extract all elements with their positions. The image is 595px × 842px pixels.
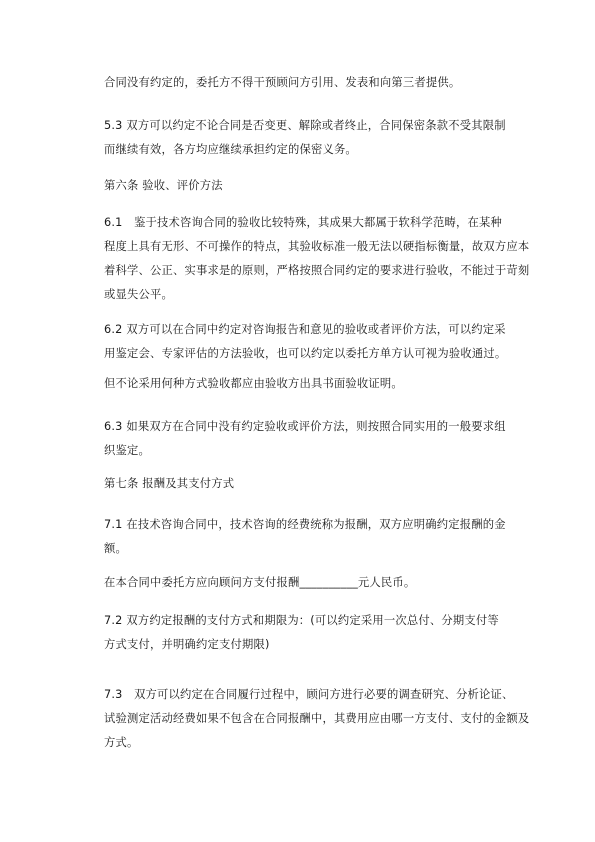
text-line: 5.3 双方可以约定不论合同是否变更、解除或者终止，合同保密条款不受其限制 (104, 119, 506, 132)
text-line: 6.2 双方可以在合同中约定对咨询报告和意见的验收或者评价方法，可以约定采 (104, 323, 506, 336)
paragraph-5-3 (104, 114, 524, 162)
paragraph-7-2 (104, 609, 524, 657)
paragraph-acceptance-proof (104, 372, 524, 396)
text-line: 第六条 验收、评价方法 (104, 179, 223, 192)
text-line: 而继续有效，各方均应继续承担约定的保密义务。 (104, 143, 357, 156)
paragraph-7-3 (104, 683, 530, 755)
text-line: 试验测定活动经费如果不包含在合同报酬中，其费用应由哪一方支付、支付的金额及 (104, 712, 530, 725)
text-line: 织鉴定。 (104, 444, 150, 457)
paragraph-6-2 (104, 318, 524, 366)
text-line: 在本合同中委托方应向顾问方支付报酬__________元人民币。 (104, 576, 416, 589)
text-line: 6.3 如果双方在合同中没有约定验收或评价方法，则按照合同实用的一般要求组 (104, 420, 506, 433)
text-line: 或显失公平。 (104, 288, 173, 301)
text-line: 着科学、公正、实事求是的原则，严格按照合同约定的要求进行验收，不能过于苛刻 (104, 264, 530, 277)
text-line: 6.1 鉴于技术咨询合同的验收比较特殊，其成果大都属于软科学范畴，在某种 (104, 216, 502, 229)
text-line: 额。 (104, 542, 127, 555)
text-line: 但不论采用何种方式验收都应由验收方出具书面验收证明。 (104, 377, 403, 390)
text-line: 方式支付，并明确约定支付期限) (104, 638, 270, 651)
paragraph-6-3 (104, 415, 524, 463)
article-6-heading (104, 174, 524, 198)
paragraph-confidentiality-end (104, 71, 524, 95)
text-line: 用鉴定会、专家评估的方法验收，也可以约定以委托方单方认可视为验收通过。 (104, 347, 507, 360)
text-line: 方式。 (104, 736, 139, 749)
article-7-heading (104, 472, 524, 496)
text-line: 7.1 在技术咨询合同中，技术咨询的经费统称为报酬，双方应明确约定报酬的金 (104, 518, 506, 531)
paragraph-7-1 (104, 513, 524, 561)
text-line: 合同没有约定的，委托方不得干预顾问方引用、发表和向第三者提供。 (104, 76, 461, 89)
text-line: 7.3 双方可以约定在合同履行过程中，顾问方进行必要的调查研究、分析论证、 (104, 688, 514, 701)
paragraph-fee-amount (104, 571, 524, 595)
text-line: 7.2 双方约定报酬的支付方式和期限为：(可以约定采用一次总付、分期支付等 (104, 614, 499, 627)
paragraph-6-1 (104, 211, 530, 307)
text-line: 第七条 报酬及其支付方式 (104, 477, 235, 490)
text-line: 程度上具有无形、不可操作的特点，其验收标准一般无法以硬指标衡量，故双方应本 (104, 240, 530, 253)
